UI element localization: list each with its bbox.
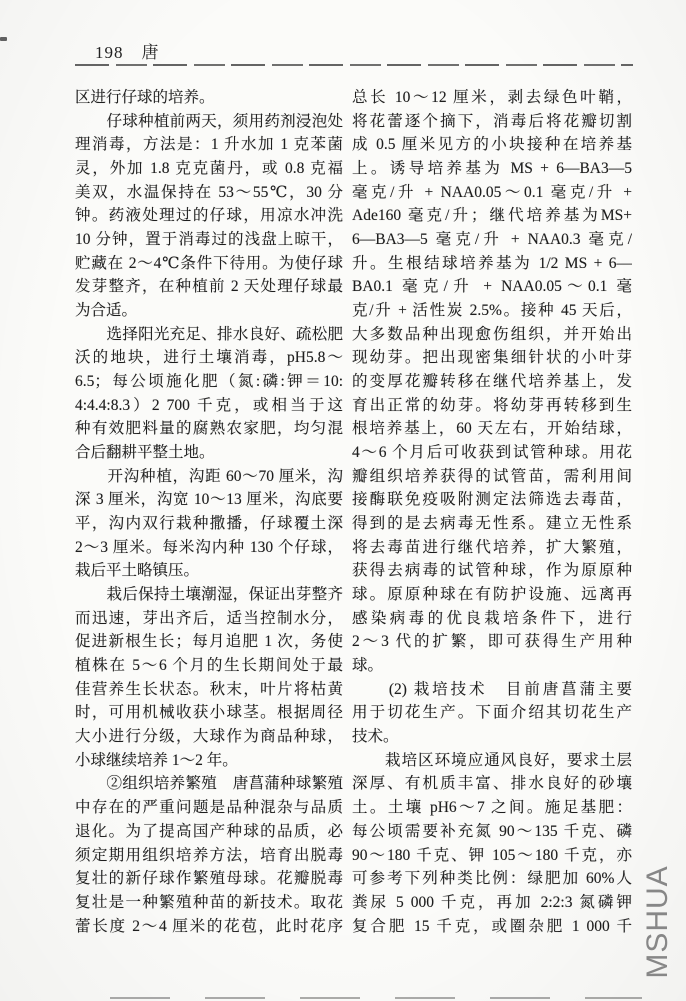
text-line: 而迅速，芽出齐后，适当控制水分， <box>75 609 343 627</box>
text-column-right <box>352 86 632 938</box>
text-line: 土。土壤 pH6～7 之间。施足基肥： <box>352 799 632 817</box>
text-line: 球。 <box>352 657 384 675</box>
text-line: 6—BA3—5 毫克/升 + NAA0.3 毫克/ <box>352 231 632 249</box>
text-line: 栽培区环境应通风良好，要求土层 <box>352 751 632 769</box>
text-line: Ade160 毫克/升；继代培养基为MS+ <box>352 207 632 225</box>
text-line: 6.5；每公顷施化肥（氮:磷:钾＝10: <box>75 373 343 391</box>
text-line: 粪尿 5 000 千克，再加 2:2:3 氮磷钾 <box>352 893 632 911</box>
text-line: 上。诱导培养基为 MS + 6—BA3—5 <box>352 160 632 178</box>
header-rule <box>75 64 633 66</box>
text-line: 蕾长度 2～4 厘米的花苞，此时花序 <box>75 917 343 935</box>
text-line: 将花蕾逐个摘下，消毒后将花瓣切割 <box>352 112 632 130</box>
text-line: 复合肥 15 千克，或圈杂肥 1 000 千 <box>352 917 632 935</box>
text-line: 合后翻耕平整土地。 <box>75 444 215 462</box>
text-line: 为合适。 <box>75 302 138 320</box>
page-header <box>95 38 159 63</box>
text-line: 4～6 个月后可收获到试管种球。用花 <box>352 444 632 462</box>
text-line: 栽后平土略镇压。 <box>75 562 200 580</box>
scan-artifact-line <box>110 997 642 999</box>
text-line: 现幼芽。把出现密集细针状的小叶芽 <box>352 349 632 367</box>
text-line: 获得去病毒的试管种球，作为原原种 <box>352 562 632 580</box>
text-line: 可参考下列种类比例：绿肥加 60%人 <box>352 870 632 888</box>
text-column-left <box>75 86 343 938</box>
text-line: 理消毒，方法是：1 升水加 1 克苯菌 <box>75 136 343 154</box>
text-line: 美双，水温保持在 53～55℃，30 分 <box>75 183 343 201</box>
text-line: 总长 10～12 厘米，剥去绿色叶鞘， <box>352 89 632 106</box>
text-line: 须定期用组织培养方法，培育出脱毒 <box>75 846 343 864</box>
text-line: ②组织培养繁殖 唐菖蒲种球繁殖 <box>75 775 343 793</box>
text-line: 选择阳光充足、排水良好、疏松肥 <box>75 325 343 343</box>
text-line: 时，可用机械收获小球茎。根据周径 <box>75 704 343 722</box>
text-line: 沃的地块，进行土壤消毒，pH5.8～ <box>75 349 343 367</box>
watermark-text: MSHUA <box>641 865 674 979</box>
text-line: 复壮是一种繁殖种苗的新技术。取花 <box>75 893 343 911</box>
text-line: 升。生根结球培养基为 1/2 MS + 6— <box>352 254 632 272</box>
text-columns <box>75 86 632 938</box>
text-line: 贮藏在 2～4℃条件下待用。为使仔球 <box>75 254 343 272</box>
text-line: 得到的是去病毒无性系。建立无性系 <box>352 515 632 533</box>
text-line: 仔球种植前两天，须用药剂浸泡处 <box>75 112 343 130</box>
text-line: 大多数品种出现愈伤组织，并开始出 <box>352 325 632 343</box>
text-line: 每公顷需要补充氮 90～135 千克、磷 <box>352 822 632 840</box>
text-line: 区进行仔球的培养。 <box>75 89 215 106</box>
text-line: 复壮的新仔球作繁殖母球。花瓣脱毒 <box>75 870 343 888</box>
text-line: 2～3 代的扩繁，即可获得生产用种 <box>352 633 632 651</box>
text-line: 用于切花生产。下面介绍其切花生产 <box>352 704 632 722</box>
running-title: 唐 <box>141 43 159 62</box>
text-line: 开沟种植，沟距 60～70 厘米，沟 <box>75 467 343 485</box>
text-line: 成 0.5 厘米见方的小块接种在培养基 <box>352 136 632 154</box>
text-line: 深 3 厘米，沟宽 10～13 厘米，沟底要 <box>75 491 343 509</box>
text-line: 深厚、有机质丰富、排水良好的砂壤 <box>352 775 632 793</box>
text-line: 钟。药液处理过的仔球，用凉水冲洗 <box>75 207 343 225</box>
text-line: 球。原原种球在有防护设施、远离再 <box>352 586 632 604</box>
text-line: 栽后保持土壤潮湿，保证出芽整齐 <box>75 586 343 604</box>
text-line: (2) 栽培技术 目前唐菖蒲主要 <box>352 680 632 698</box>
text-line: 2～3 厘米。每米沟内种 130 个仔球， <box>75 538 343 556</box>
text-line: 的变厚花瓣转移在继代培养基上，发 <box>352 373 632 391</box>
text-line: 灵，外加 1.8 克克菌丹，或 0.8 克福 <box>75 160 343 178</box>
text-line: 大小进行分级，大球作为商品种球， <box>75 728 343 746</box>
text-line: 中存在的严重问题是品种混杂与品质 <box>75 799 343 817</box>
text-line: 毫克/升 + NAA0.05～0.1 毫克/升 + <box>352 183 632 201</box>
text-line: 4:4.4:8.3）2 700 千克，或相当于这 <box>75 396 343 414</box>
text-line: 退化。为了提高国产种球的品质，必 <box>75 822 343 840</box>
text-line: 促进新根生长；每月追肥 1 次，务使 <box>75 633 343 651</box>
text-line: 瓣组织培养获得的试管苗，需利用间 <box>352 467 632 485</box>
text-line: 感染病毒的优良栽培条件下，进行 <box>352 609 632 627</box>
text-line: 小球继续培养 1～2 年。 <box>75 751 238 769</box>
text-line: 植株在 5～6 个月的生长期间处于最 <box>75 657 343 675</box>
text-line: 将去毒苗进行继代培养，扩大繁殖， <box>352 538 632 556</box>
text-line: 根培养基上，60 天左右，开始结球， <box>352 420 632 438</box>
text-line: 发芽整齐，在种植前 2 天处理仔球最 <box>75 278 343 296</box>
text-line: 佳营养生长状态。秋末，叶片将枯黄 <box>75 680 343 698</box>
page-number: 198 <box>95 43 124 62</box>
text-line: 技术。 <box>352 728 399 746</box>
text-line: 90～180 千克、钾 105～180 千克，亦 <box>352 846 632 864</box>
scan-speck <box>0 37 7 41</box>
text-line: 接酶联免疫吸附测定法筛选去毒苗， <box>352 491 632 509</box>
text-line: 平，沟内双行栽种撒播，仔球覆土深 <box>75 515 343 533</box>
text-line: 克/升 + 活性炭 2.5%。接种 45 天后， <box>352 302 632 320</box>
text-line: 种有效肥料量的腐熟农家肥，均匀混 <box>75 420 343 438</box>
text-line: BA0.1 毫克/升 + NAA0.05～0.1 毫 <box>352 278 632 296</box>
text-line: 育出正常的幼芽。将幼芽再转移到生 <box>352 396 632 414</box>
text-line: 10 分钟，置于消毒过的浅盘上晾干， <box>75 231 343 249</box>
